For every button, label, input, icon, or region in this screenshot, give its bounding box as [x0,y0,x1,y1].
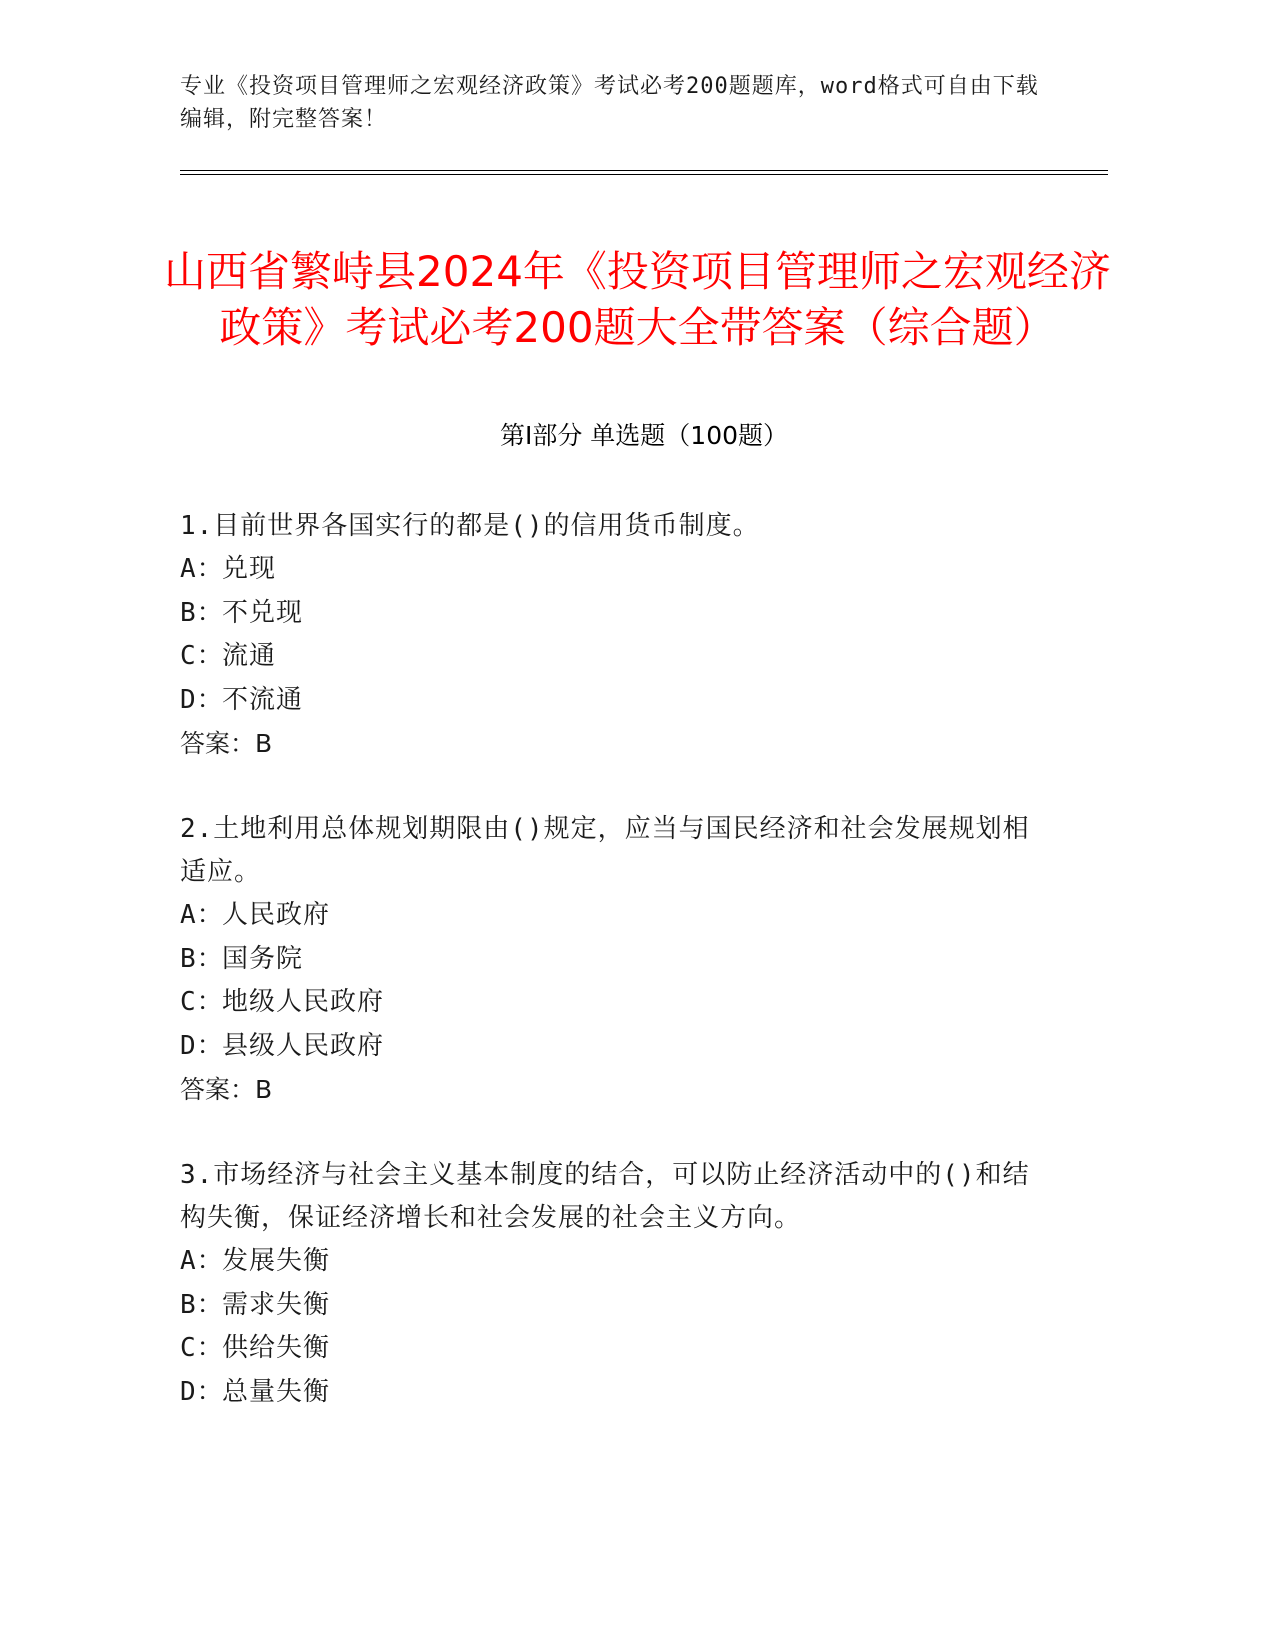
question-stem: 2.土地利用总体规划期限由()规定，应当与国民经济和社会发展规划相适应。 [180,814,1030,887]
header-note: 专业《投资项目管理师之宏观经济政策》考试必考200题题库，word格式可自由下载编辑，附完整答案！ [180,74,1039,132]
option-d [180,679,1030,723]
option-text: 需求失衡 [222,1289,331,1320]
option-text: 不流通 [222,684,304,715]
option-key: A： [180,554,224,584]
option-key: B： [180,597,224,628]
option-a [180,548,1030,592]
question-1 [180,505,1030,766]
option-d [180,1025,1030,1069]
question-list [180,505,1030,1456]
option-key: D： [180,684,224,715]
option-text: 不兑现 [222,597,304,628]
option-text: 流通 [222,641,277,671]
answer-line: 答案：B [180,729,273,758]
option-text: 人民政府 [222,900,331,930]
option-text: 供给失衡 [222,1333,331,1363]
option-c [180,981,1030,1025]
question-3 [180,1154,1030,1414]
option-b [180,1284,1030,1328]
option-a [180,1240,1030,1284]
option-text: 兑现 [222,554,277,584]
option-key: A： [180,1246,224,1276]
question-stem: 1.目前世界各国实行的都是()的信用货币制度。 [180,511,760,541]
question-stem: 3.市场经济与社会主义基本制度的结合，可以防止经济活动中的()和结构失衡，保证经济增长和社会发展的社会主义方向。 [180,1160,1030,1233]
option-a [180,894,1030,938]
option-key: B： [180,943,224,974]
option-key: D： [180,1030,224,1061]
option-c [180,635,1030,679]
option-c [180,1327,1030,1371]
option-key: A： [180,900,224,930]
option-key: D： [180,1376,224,1407]
option-key: C： [180,641,224,671]
header-divider-top [180,170,1108,171]
option-key: B： [180,1289,224,1320]
option-text: 地级人民政府 [222,987,385,1017]
option-text: 总量失衡 [222,1376,331,1407]
option-b [180,592,1030,636]
option-key: C： [180,987,224,1017]
answer-line: 答案：B [180,1075,273,1104]
option-text: 县级人民政府 [222,1030,385,1061]
option-d [180,1371,1030,1415]
option-key: C： [180,1333,224,1363]
document-title: 山西省繁峙县2024年《投资项目管理师之宏观经济政策》考试必考200题大全带答案（综合题） [164,247,1111,353]
option-text: 发展失衡 [222,1246,331,1276]
section-title: 第Ⅰ部分 单选题（100题） [499,421,789,450]
option-b [180,938,1030,982]
option-text: 国务院 [222,943,304,974]
header-divider-bottom [180,174,1108,175]
question-2 [180,808,1030,1112]
